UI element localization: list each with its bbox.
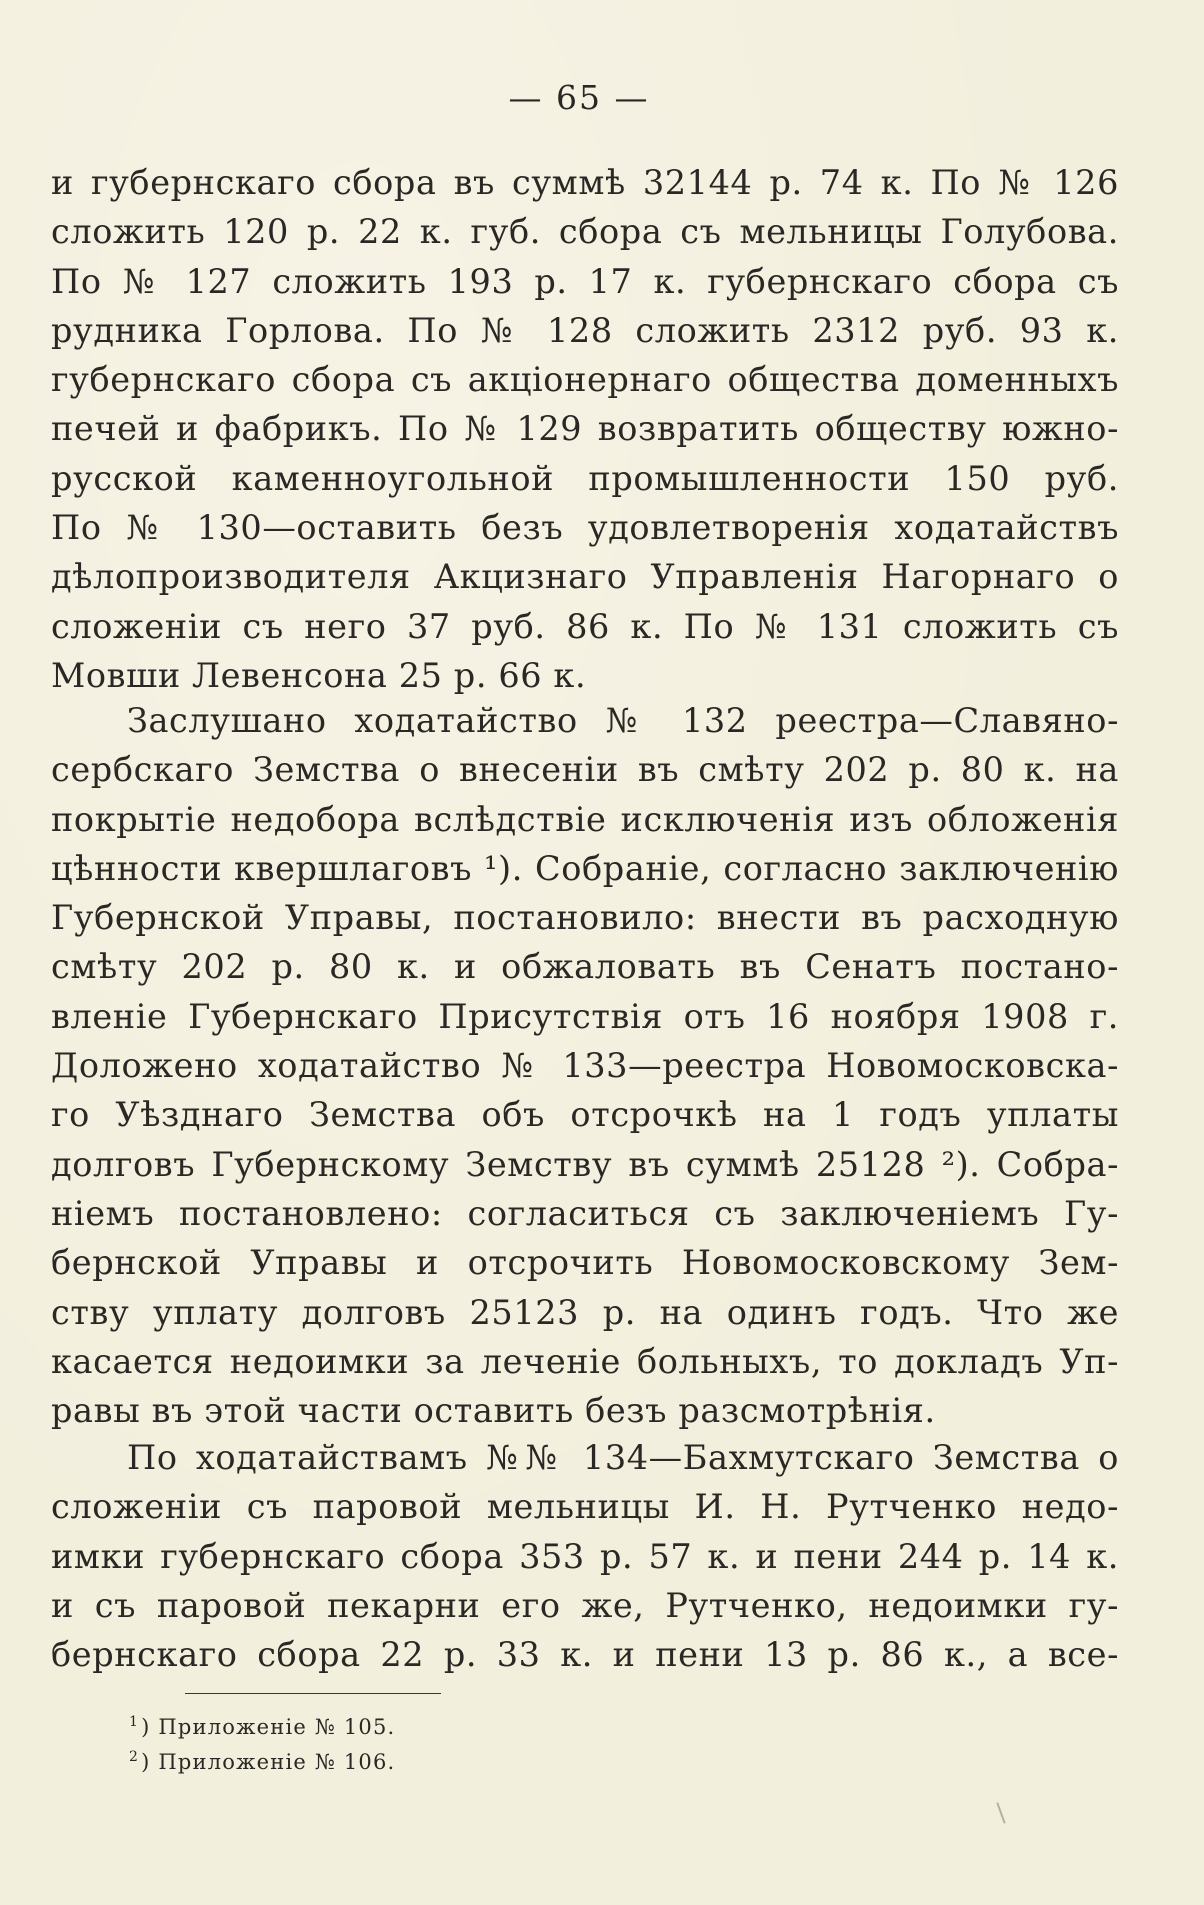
text-line: Губернской Управы, постановило: внести въ расходную [51, 898, 1119, 938]
text-line: ству уплату долговъ 25123 р. на одинъ годъ. Что же [51, 1292, 1119, 1332]
text-line: По № 130—оставить безъ удовлетворенія ходатайствъ [51, 508, 1119, 548]
footnote-mark: 1 [129, 1714, 140, 1730]
text-line: печей и фабрикъ. По № 129 возвратить обществу южно- [51, 409, 1119, 449]
footnote-text: ) Приложеніе № 105. [141, 1715, 396, 1739]
text-line: сложеніи съ него 37 руб. 86 к. По № 131 сложить съ [51, 606, 1119, 646]
text-line: русской каменноугольной промышленности 150 руб. [51, 458, 1119, 498]
text-line: долговъ Губернскому Земству въ суммѣ 25128 ²). Собра- [51, 1144, 1119, 1184]
text-line: По № 127 сложить 193 р. 17 к. губернскаго сбора съ [51, 261, 1119, 301]
footnote-text: ) Приложеніе № 106. [141, 1750, 396, 1774]
text-line: касается недоимки за леченіе больныхъ, то докладъ Уп- [51, 1341, 1119, 1381]
footnote-1 [129, 1705, 395, 1740]
text-line: Мовши Левенсона 25 р. 66 к. [51, 655, 587, 695]
ink-mark [996, 1802, 1005, 1823]
text-line: го Уѣзднаго Земства объ отсрочкѣ на 1 годъ уплаты [51, 1095, 1119, 1135]
text-line: сербскаго Земства о внесеніи въ смѣту 202 р. 80 к. на [51, 750, 1119, 790]
text-line: смѣту 202 р. 80 к. и обжаловать въ Сенатъ постано- [51, 947, 1119, 987]
text-line: цѣнности квершлаговъ ¹). Собраніе, согласно заключенію [51, 848, 1119, 888]
text-line: бернскаго сбора 22 р. 33 к. и пени 13 р. 86 к., а все- [51, 1635, 1119, 1675]
text-line: равы въ этой части оставить безъ разсмотрѣнія. [51, 1391, 936, 1431]
text-line: покрытіе недобора вслѣдствіе исключенія изъ обложенія [51, 799, 1119, 839]
paragraph-1 [51, 158, 1119, 700]
text-line: и съ паровой пекарни его же, Рутченко, недоимки гу- [51, 1585, 1119, 1625]
text-line: ніемъ постановлено: согласиться съ заключеніемъ Гу- [51, 1193, 1119, 1233]
text-line: Заслушано ходатайство № 132 реестра—Славяно- [127, 701, 1119, 740]
footnote-divider [185, 1693, 441, 1694]
text-line: рудника Горлова. По № 128 сложить 2312 руб. 93 к. [51, 310, 1119, 350]
text-line: дѣлопроизводителя Акцизнаго Управленія Нагорнаго о [51, 557, 1119, 597]
text-line: По ходатайствамъ №№ 134—Бахмутскаго Земства о [127, 1438, 1119, 1477]
text-line: Доложено ходатайство № 133—реестра Новомосковска- [51, 1046, 1119, 1086]
text-line: и губернскаго сбора въ суммѣ 32144 р. 74 к. По № 126 [51, 163, 1119, 202]
text-line: сложеніи съ паровой мельницы И. Н. Рутченко недо- [51, 1487, 1119, 1527]
footnotes [129, 1705, 395, 1775]
footnote-mark: 2 [129, 1749, 140, 1765]
paragraph-3 [51, 1433, 1119, 1679]
page-number: — 65 — [508, 78, 650, 117]
text-line: губернскаго сбора съ акціонернаго общества доменныхъ [51, 360, 1119, 400]
paragraph-2 [51, 696, 1119, 1435]
text-line: имки губернскаго сбора 353 р. 57 к. и пени 244 р. 14 к. [51, 1536, 1119, 1576]
text-line: бернской Управы и отсрочить Новомосковскому Зем- [51, 1243, 1119, 1283]
text-line: сложить 120 р. 22 к. губ. сбора съ мельницы Голубова. [51, 212, 1119, 252]
text-line: вленіе Губернскаго Присутствія отъ 16 ноября 1908 г. [51, 996, 1119, 1036]
footnote-2 [129, 1740, 395, 1775]
